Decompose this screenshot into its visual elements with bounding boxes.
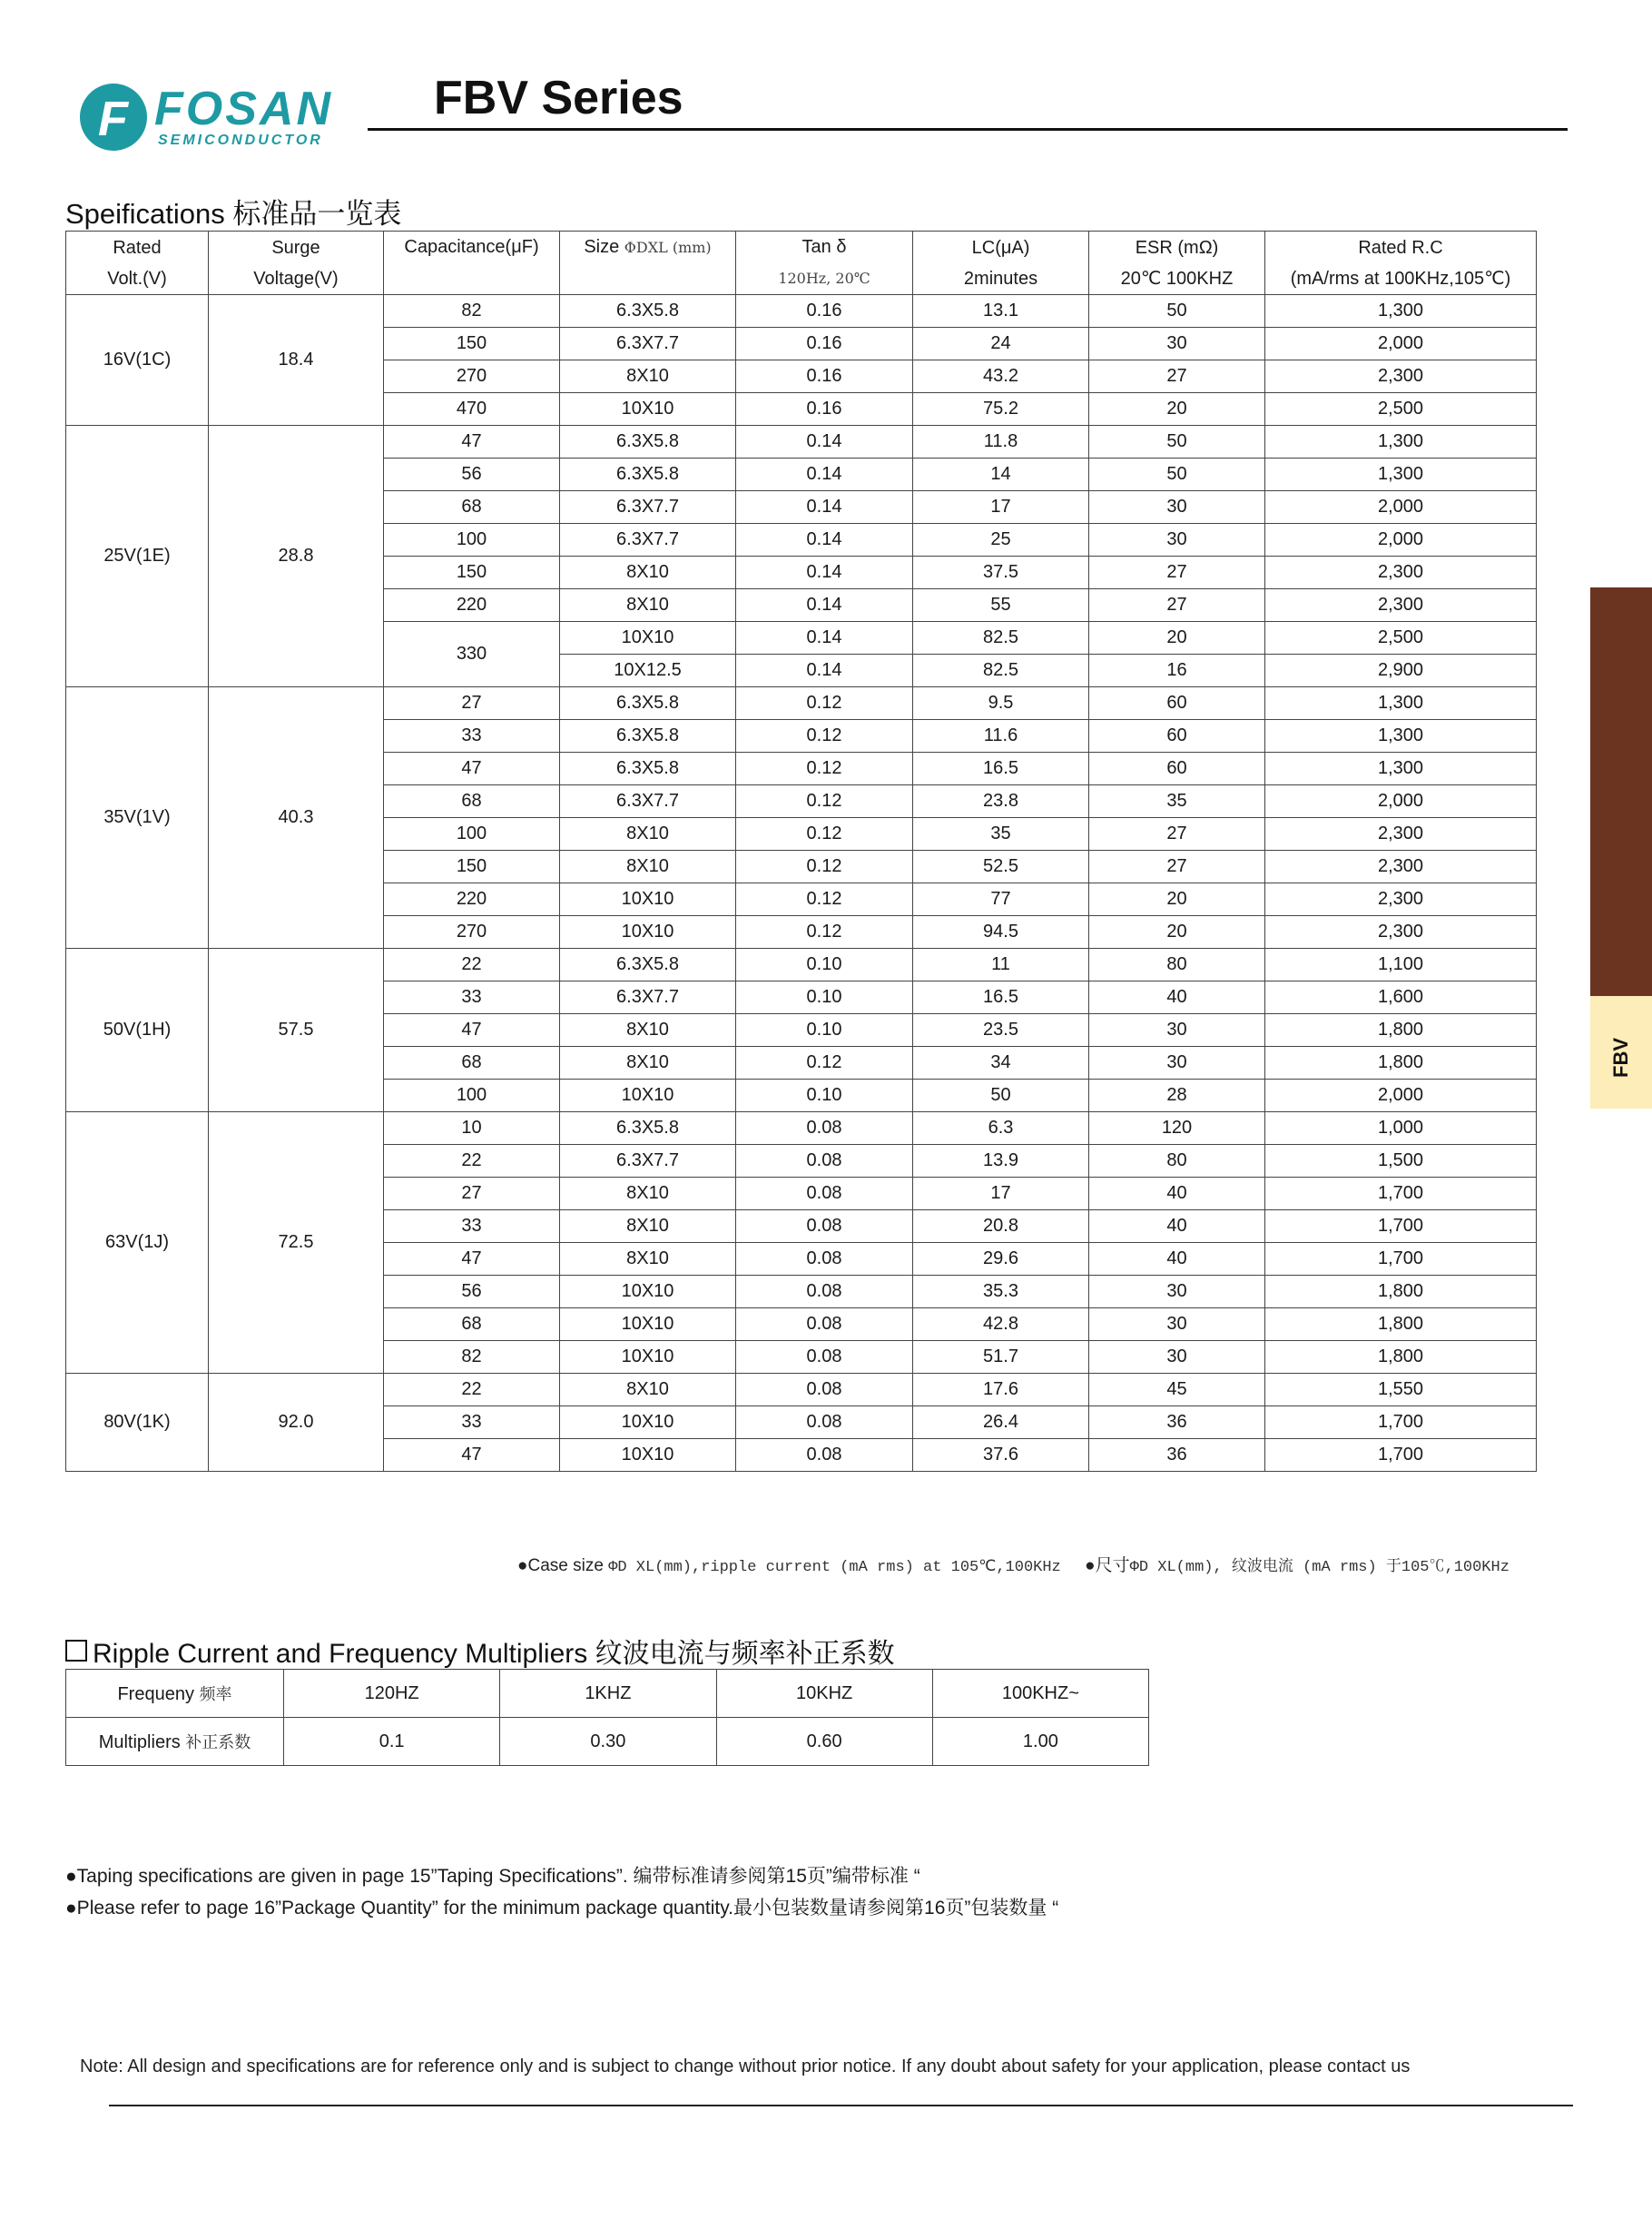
capacitance-cell: 27	[384, 1178, 560, 1210]
capacitance-cell: 33	[384, 981, 560, 1014]
rc-cell: 2,500	[1265, 622, 1537, 655]
size-cell: 8X10	[560, 1243, 736, 1276]
esr-cell: 50	[1089, 459, 1265, 491]
lc-cell: 23.8	[913, 785, 1089, 818]
lc-cell: 16.5	[913, 753, 1089, 785]
lc-cell: 13.1	[913, 295, 1089, 328]
size-cell: 6.3X5.8	[560, 426, 736, 459]
size-cell: 8X10	[560, 557, 736, 589]
lc-cell: 37.5	[913, 557, 1089, 589]
size-cell: 10X10	[560, 1276, 736, 1308]
tan-cell: 0.08	[736, 1439, 913, 1472]
size-cell: 10X10	[560, 622, 736, 655]
capacitance-cell: 100	[384, 524, 560, 557]
size-cell: 6.3X5.8	[560, 753, 736, 785]
lc-cell: 25	[913, 524, 1089, 557]
size-cell: 8X10	[560, 360, 736, 393]
capacitance-cell: 33	[384, 1210, 560, 1243]
rc-cell: 2,000	[1265, 1080, 1537, 1112]
esr-cell: 40	[1089, 1243, 1265, 1276]
ripple-multiplier-cell: 0.30	[500, 1718, 716, 1766]
capacitance-cell: 47	[384, 426, 560, 459]
esr-cell: 27	[1089, 851, 1265, 883]
rc-cell: 1,300	[1265, 720, 1537, 753]
capacitance-cell: 47	[384, 1014, 560, 1047]
esr-cell: 35	[1089, 785, 1265, 818]
rc-cell: 2,300	[1265, 818, 1537, 851]
header-tan-delta: Tan δ 120Hz, 20℃	[736, 232, 913, 295]
rated-volt-cell: 63V(1J)	[66, 1112, 209, 1374]
lc-cell: 11	[913, 949, 1089, 981]
table-row	[66, 949, 1537, 981]
tan-cell: 0.08	[736, 1210, 913, 1243]
rc-cell: 2,300	[1265, 589, 1537, 622]
tan-cell: 0.12	[736, 883, 913, 916]
size-cell: 6.3X5.8	[560, 949, 736, 981]
tan-cell: 0.12	[736, 1047, 913, 1080]
size-cell: 8X10	[560, 1047, 736, 1080]
header-surge-voltage: Surge Voltage(V)	[209, 232, 384, 295]
esr-cell: 30	[1089, 1308, 1265, 1341]
lc-cell: 6.3	[913, 1112, 1089, 1145]
ripple-frequency-cell: 10KHZ	[716, 1670, 932, 1718]
size-cell: 10X10	[560, 883, 736, 916]
rc-cell: 1,800	[1265, 1047, 1537, 1080]
table-header-row	[66, 232, 1537, 295]
esr-cell: 20	[1089, 393, 1265, 426]
capacitance-cell: 56	[384, 459, 560, 491]
rc-cell: 1,800	[1265, 1341, 1537, 1374]
surge-voltage-cell: 92.0	[209, 1374, 384, 1472]
tan-cell: 0.14	[736, 491, 913, 524]
esr-cell: 40	[1089, 1210, 1265, 1243]
capacitance-cell: 150	[384, 851, 560, 883]
tan-cell: 0.12	[736, 785, 913, 818]
esr-cell: 27	[1089, 360, 1265, 393]
rc-cell: 1,700	[1265, 1439, 1537, 1472]
size-cell: 10X10	[560, 916, 736, 949]
rc-cell: 2,300	[1265, 883, 1537, 916]
lc-cell: 24	[913, 328, 1089, 360]
rc-cell: 1,700	[1265, 1210, 1537, 1243]
esr-cell: 20	[1089, 883, 1265, 916]
size-cell: 8X10	[560, 818, 736, 851]
lc-cell: 17.6	[913, 1374, 1089, 1406]
esr-cell: 36	[1089, 1439, 1265, 1472]
capacitance-cell: 47	[384, 1439, 560, 1472]
capacitance-cell: 82	[384, 295, 560, 328]
tan-cell: 0.14	[736, 426, 913, 459]
capacitance-cell: 150	[384, 557, 560, 589]
specification-table	[65, 231, 1537, 1472]
rc-cell: 2,300	[1265, 916, 1537, 949]
size-cell: 6.3X5.8	[560, 687, 736, 720]
size-cell: 6.3X7.7	[560, 328, 736, 360]
tan-cell: 0.14	[736, 622, 913, 655]
rc-cell: 1,550	[1265, 1374, 1537, 1406]
rated-volt-cell: 80V(1K)	[66, 1374, 209, 1472]
header-divider	[368, 128, 1568, 131]
case-size-footnote: ●Case size ΦD XL(mm),ripple current (mA rms) at 105℃,100KHz ●尺寸ΦD XL(mm), 纹波电流 (mA rms) 于105℃,100KHz	[517, 1556, 1509, 1576]
esr-cell: 27	[1089, 557, 1265, 589]
table-row	[66, 295, 1537, 328]
tan-cell: 0.12	[736, 720, 913, 753]
esr-cell: 30	[1089, 1276, 1265, 1308]
tan-cell: 0.14	[736, 557, 913, 589]
lc-cell: 55	[913, 589, 1089, 622]
logo-wordmark: FOSAN	[154, 83, 333, 135]
ripple-frequency-row	[66, 1670, 1149, 1718]
rc-cell: 1,000	[1265, 1112, 1537, 1145]
logo-mark	[80, 84, 147, 151]
table-row	[66, 426, 1537, 459]
rc-cell: 1,700	[1265, 1243, 1537, 1276]
lc-cell: 94.5	[913, 916, 1089, 949]
capacitance-cell: 82	[384, 1341, 560, 1374]
lc-cell: 17	[913, 1178, 1089, 1210]
ripple-frequency-cell: 1KHZ	[500, 1670, 716, 1718]
esr-cell: 30	[1089, 1047, 1265, 1080]
lc-cell: 35	[913, 818, 1089, 851]
surge-voltage-cell: 18.4	[209, 295, 384, 426]
capacitance-cell: 27	[384, 687, 560, 720]
tan-cell: 0.12	[736, 916, 913, 949]
tan-cell: 0.08	[736, 1145, 913, 1178]
rc-cell: 1,500	[1265, 1145, 1537, 1178]
header-leakage-current: LC(μA) 2minutes	[913, 232, 1089, 295]
lc-cell: 75.2	[913, 393, 1089, 426]
tan-cell: 0.10	[736, 981, 913, 1014]
size-cell: 6.3X7.7	[560, 981, 736, 1014]
rc-cell: 1,300	[1265, 459, 1537, 491]
section-title: Speifications 标准品一览表	[65, 198, 402, 230]
capacitance-cell: 47	[384, 753, 560, 785]
esr-cell: 30	[1089, 491, 1265, 524]
rc-cell: 2,300	[1265, 360, 1537, 393]
size-cell: 8X10	[560, 1014, 736, 1047]
tan-cell: 0.14	[736, 459, 913, 491]
lc-cell: 42.8	[913, 1308, 1089, 1341]
lc-cell: 77	[913, 883, 1089, 916]
rc-cell: 1,700	[1265, 1406, 1537, 1439]
esr-cell: 20	[1089, 916, 1265, 949]
tan-cell: 0.14	[736, 655, 913, 687]
tan-cell: 0.12	[736, 818, 913, 851]
footer-divider	[109, 2105, 1573, 2106]
size-cell: 6.3X5.8	[560, 459, 736, 491]
esr-cell: 27	[1089, 818, 1265, 851]
lc-cell: 16.5	[913, 981, 1089, 1014]
lc-cell: 35.3	[913, 1276, 1089, 1308]
capacitance-cell: 56	[384, 1276, 560, 1308]
rated-volt-cell: 25V(1E)	[66, 426, 209, 687]
lc-cell: 82.5	[913, 655, 1089, 687]
ripple-frequency-cell: 100KHZ~	[932, 1670, 1148, 1718]
lc-cell: 11.8	[913, 426, 1089, 459]
package-quantity-note: ●Please refer to page 16”Package Quantity” for the minimum package quantity.最小包装数量请参阅第16页”包装数量 “	[65, 1898, 1059, 1918]
size-cell: 10X10	[560, 393, 736, 426]
rc-cell: 1,300	[1265, 426, 1537, 459]
size-cell: 6.3X7.7	[560, 1145, 736, 1178]
lc-cell: 34	[913, 1047, 1089, 1080]
rc-cell: 2,300	[1265, 851, 1537, 883]
capacitance-cell: 100	[384, 1080, 560, 1112]
ripple-multiplier-table	[65, 1669, 1149, 1766]
esr-cell: 16	[1089, 655, 1265, 687]
lc-cell: 43.2	[913, 360, 1089, 393]
tan-cell: 0.10	[736, 1080, 913, 1112]
side-tab-bar	[1590, 587, 1652, 996]
ripple-multiplier-cell: 1.00	[932, 1718, 1148, 1766]
size-cell: 6.3X7.7	[560, 785, 736, 818]
tan-cell: 0.08	[736, 1308, 913, 1341]
size-cell: 10X10	[560, 1080, 736, 1112]
capacitance-cell: 68	[384, 1308, 560, 1341]
tan-cell: 0.08	[736, 1374, 913, 1406]
lc-cell: 11.6	[913, 720, 1089, 753]
rc-cell: 2,000	[1265, 524, 1537, 557]
rc-cell: 1,800	[1265, 1308, 1537, 1341]
tan-cell: 0.16	[736, 393, 913, 426]
esr-cell: 27	[1089, 589, 1265, 622]
table-row	[66, 1112, 1537, 1145]
size-cell: 10X10	[560, 1341, 736, 1374]
capacitance-cell: 270	[384, 360, 560, 393]
ripple-multiplier-cell: 0.60	[716, 1718, 932, 1766]
checkbox-square-icon	[65, 1640, 87, 1662]
table-row	[66, 1374, 1537, 1406]
rc-cell: 2,000	[1265, 328, 1537, 360]
rc-cell: 1,300	[1265, 687, 1537, 720]
lc-cell: 52.5	[913, 851, 1089, 883]
esr-cell: 45	[1089, 1374, 1265, 1406]
surge-voltage-cell: 40.3	[209, 687, 384, 949]
lc-cell: 9.5	[913, 687, 1089, 720]
ripple-multiplier-cell: 0.1	[284, 1718, 500, 1766]
rc-cell: 2,900	[1265, 655, 1537, 687]
size-cell: 10X10	[560, 1439, 736, 1472]
capacitance-cell: 22	[384, 949, 560, 981]
tan-cell: 0.10	[736, 949, 913, 981]
rc-cell: 1,600	[1265, 981, 1537, 1014]
rc-cell: 1,100	[1265, 949, 1537, 981]
capacitance-cell: 33	[384, 1406, 560, 1439]
surge-voltage-cell: 72.5	[209, 1112, 384, 1374]
size-cell: 10X12.5	[560, 655, 736, 687]
rc-cell: 1,800	[1265, 1276, 1537, 1308]
tan-cell: 0.08	[736, 1178, 913, 1210]
capacitance-cell: 100	[384, 818, 560, 851]
table-row	[66, 687, 1537, 720]
header-size: Size ΦDXL (mm)	[560, 232, 736, 295]
esr-cell: 50	[1089, 426, 1265, 459]
size-cell: 8X10	[560, 589, 736, 622]
tan-cell: 0.12	[736, 851, 913, 883]
page-title: FBV Series	[434, 72, 683, 124]
esr-cell: 30	[1089, 328, 1265, 360]
capacitance-cell: 22	[384, 1374, 560, 1406]
ripple-section-title: Ripple Current and Frequency Multipliers 纹波电流与频率补正系数	[65, 1631, 895, 1671]
fosan-logo	[80, 84, 379, 156]
tan-cell: 0.08	[736, 1112, 913, 1145]
esr-cell: 30	[1089, 1341, 1265, 1374]
esr-cell: 40	[1089, 1178, 1265, 1210]
specification-table-body	[66, 295, 1537, 1472]
capacitance-cell: 68	[384, 1047, 560, 1080]
size-cell: 10X10	[560, 1406, 736, 1439]
header-esr: ESR (mΩ) 20℃ 100KHZ	[1089, 232, 1265, 295]
rc-cell: 1,300	[1265, 295, 1537, 328]
lc-cell: 23.5	[913, 1014, 1089, 1047]
capacitance-cell: 270	[384, 916, 560, 949]
tan-cell: 0.08	[736, 1243, 913, 1276]
taping-note: ●Taping specifications are given in page 15”Taping Specifications”. 编带标准请参阅第15页”编带标准 “	[65, 1866, 920, 1887]
rated-volt-cell: 50V(1H)	[66, 949, 209, 1112]
tan-cell: 0.16	[736, 360, 913, 393]
size-cell: 10X10	[560, 1308, 736, 1341]
esr-cell: 60	[1089, 687, 1265, 720]
ripple-multiplier-label: Multipliers 补正系数	[66, 1718, 284, 1766]
lc-cell: 37.6	[913, 1439, 1089, 1472]
esr-cell: 60	[1089, 720, 1265, 753]
size-cell: 8X10	[560, 1374, 736, 1406]
esr-cell: 36	[1089, 1406, 1265, 1439]
tan-cell: 0.08	[736, 1341, 913, 1374]
size-cell: 6.3X7.7	[560, 524, 736, 557]
lc-cell: 51.7	[913, 1341, 1089, 1374]
capacitance-cell: 470	[384, 393, 560, 426]
logo-subtitle: SEMICONDUCTOR	[158, 133, 323, 148]
capacitance-cell: 220	[384, 589, 560, 622]
tan-cell: 0.08	[736, 1276, 913, 1308]
header-rated-ripple-current: Rated R.C (mA/rms at 100KHz,105℃)	[1265, 232, 1537, 295]
esr-cell: 20	[1089, 622, 1265, 655]
lc-cell: 82.5	[913, 622, 1089, 655]
esr-cell: 60	[1089, 753, 1265, 785]
disclaimer-note: Note: All design and specifications are for reference only and is subject to change without prior notice. If any doubt about safety for your application, please contact us	[80, 2056, 1411, 2076]
size-cell: 8X10	[560, 1210, 736, 1243]
surge-voltage-cell: 28.8	[209, 426, 384, 687]
rc-cell: 1,300	[1265, 753, 1537, 785]
esr-cell: 40	[1089, 981, 1265, 1014]
rc-cell: 2,000	[1265, 785, 1537, 818]
size-cell: 8X10	[560, 1178, 736, 1210]
esr-cell: 120	[1089, 1112, 1265, 1145]
rc-cell: 1,800	[1265, 1014, 1537, 1047]
lc-cell: 20.8	[913, 1210, 1089, 1243]
side-tab-label: FBV	[1609, 1038, 1632, 1078]
esr-cell: 28	[1089, 1080, 1265, 1112]
ripple-multiplier-row	[66, 1718, 1149, 1766]
lc-cell: 14	[913, 459, 1089, 491]
tan-cell: 0.14	[736, 589, 913, 622]
rc-cell: 2,300	[1265, 557, 1537, 589]
esr-cell: 30	[1089, 524, 1265, 557]
lc-cell: 26.4	[913, 1406, 1089, 1439]
esr-cell: 80	[1089, 1145, 1265, 1178]
esr-cell: 80	[1089, 949, 1265, 981]
lc-cell: 17	[913, 491, 1089, 524]
rated-volt-cell: 16V(1C)	[66, 295, 209, 426]
tan-cell: 0.12	[736, 687, 913, 720]
tan-cell: 0.16	[736, 295, 913, 328]
rc-cell: 2,000	[1265, 491, 1537, 524]
lc-cell: 29.6	[913, 1243, 1089, 1276]
tan-cell: 0.12	[736, 753, 913, 785]
lc-cell: 13.9	[913, 1145, 1089, 1178]
capacitance-cell: 33	[384, 720, 560, 753]
capacitance-cell: 10	[384, 1112, 560, 1145]
rated-volt-cell: 35V(1V)	[66, 687, 209, 949]
capacitance-cell: 220	[384, 883, 560, 916]
capacitance-cell: 68	[384, 491, 560, 524]
capacitance-cell: 150	[384, 328, 560, 360]
size-cell: 6.3X5.8	[560, 295, 736, 328]
capacitance-cell: 22	[384, 1145, 560, 1178]
size-cell: 8X10	[560, 851, 736, 883]
esr-cell: 30	[1089, 1014, 1265, 1047]
capacitance-cell: 47	[384, 1243, 560, 1276]
surge-voltage-cell: 57.5	[209, 949, 384, 1112]
header-capacitance: Capacitance(μF)	[384, 232, 560, 295]
tan-cell: 0.08	[736, 1406, 913, 1439]
ripple-frequency-label: Frequeny 频率	[66, 1670, 284, 1718]
lc-cell: 50	[913, 1080, 1089, 1112]
esr-cell: 50	[1089, 295, 1265, 328]
size-cell: 6.3X7.7	[560, 491, 736, 524]
capacitance-cell: 68	[384, 785, 560, 818]
size-cell: 6.3X5.8	[560, 1112, 736, 1145]
ripple-frequency-cell: 120HZ	[284, 1670, 500, 1718]
tan-cell: 0.16	[736, 328, 913, 360]
tan-cell: 0.14	[736, 524, 913, 557]
capacitance-cell: 330	[384, 622, 560, 687]
rc-cell: 1,700	[1265, 1178, 1537, 1210]
logo-mark-letter: F	[98, 92, 128, 146]
size-cell: 6.3X5.8	[560, 720, 736, 753]
rc-cell: 2,500	[1265, 393, 1537, 426]
header-rated-volt: Rated Volt.(V)	[66, 232, 209, 295]
tan-cell: 0.10	[736, 1014, 913, 1047]
